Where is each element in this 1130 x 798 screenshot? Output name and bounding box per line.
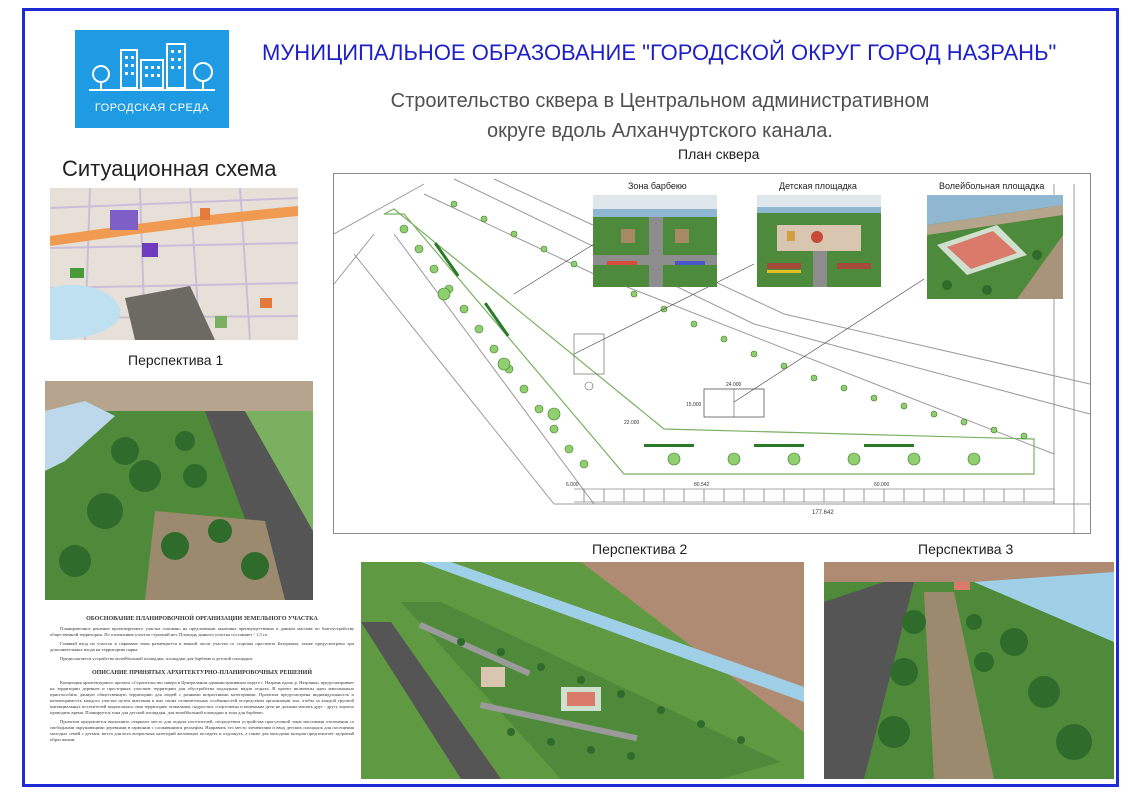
doc-heading-2: ОПИСАНИЕ ПРИНЯТЫХ АРХИТЕКТУРНО-ПЛАНИРОВОЧНЫХ РЕШЕНИЙ [91,670,313,676]
explanatory-note [50,616,354,746]
doc-paragraph: Главный вход на участок и парковые зоны размещается в южной части участка со стороны проспекта Базоркина, также предусмотрено три дополнительных входа на территорию парка. [50,641,354,652]
plan-dim-path: 22.000 [624,420,640,426]
perspective-1-caption: Перспектива 1 [128,352,224,368]
plan-dim-court-height: 15.000 [686,402,702,408]
bbq-zone-image [593,195,717,287]
logo-text: ГОРОДСКАЯ СРЕДА [94,102,210,114]
plan-dim-segment-b: 60.000 [874,482,890,488]
plan-caption: План сквера [678,146,760,162]
plan-dim-total: 177.642 [812,510,834,516]
plan-dim-offset: 6.000 [566,482,579,488]
doc-heading-1: ОБОСНОВАНИЕ ПЛАНИРОВОЧНОЙ ОРГАНИЗАЦИИ ЗЕМЕЛЬНОГО УЧАСТКА [86,616,318,622]
subtitle-line-1: Строительство сквера в Центральном административном [390,90,930,112]
doc-paragraph: Планировочное решение проектируемого участка основано на предложении заказчика преимущественно в данном массиве по благоустройству общественной территории. По отношению участок строений нет. Площадь данного участка составляет - 1,5 га. [50,626,354,637]
doc-paragraph: Проектом предлагается выполнить открытое место для отдыха посетителей, посредством устройства прогулочной зоны массивами озеленения со свободными окружающими деревьями в гармонии с сложившимся рельефом. Направить это место элементами и ввод детских площадок для посещения молодых семей с детьми, места для всех возрастных категорий желающих посидеть и отдохнуть, а также для молодежи которая предпочитает здоровый образ жизни. [50,719,354,742]
plan-dim-court-width: 24.000 [726,382,742,388]
square-plan-drawing [333,173,1091,534]
perspective-1-image [45,381,313,600]
subtitle-line-2: округе вдоль Алханчуртского канала. [487,120,833,142]
page-subtitle [330,86,990,146]
perspective-2-image [361,562,804,779]
doc-paragraph: Предполагается устройство волейбольной площадки, площадки для барбекю и детской площадки. [60,656,254,661]
plan-dim-segment-a: 80.542 [694,482,710,488]
perspective-3-image [824,562,1114,779]
volleyball-court-image [927,195,1063,299]
bbq-zone-caption: Зона барбекю [628,181,687,191]
situational-map [50,188,298,340]
page-title: МУНИЦИПАЛЬНОЕ ОБРАЗОВАНИЕ "ГОРОДСКОЙ ОКРУГ ГОРОД НАЗРАНЬ" [262,40,1057,65]
perspective-3-caption: Перспектива 3 [918,541,1014,557]
playground-image [757,195,881,287]
gorodskaya-sreda-logo [75,30,229,128]
perspective-2-caption: Перспектива 2 [592,541,688,557]
doc-paragraph: Концепция архитектурного проекта «Строительство сквера в Центральном административном округе г. Назрань вдоль р. Назранка» предусматривает на территории деревьев и просторных участков территории для обустройства подходных видов отдыха. В проект включены идеи максимально приспособить данную общественную территорию для людей с разными возрастными категориями. Проектом предусмотрена индивидуальность и неповторимость каждого участка путем внесения в них своих отличительных особенностей посредством организации зон, чтобы за каждой группой интенциальных посетителей закреплялась своя территория: пожилыми, подростки, спортсмены и маленькие дети не должны мешать друг - другу хорошо проводить время. Планируется зона для детской площадки, для волейбольной площадки и зона для барбекю. [50,680,354,715]
volleyball-court-caption: Волейбольная площадка [939,181,1045,191]
situational-scheme-title: Ситуационная схема [62,156,277,181]
playground-caption: Детская площадка [779,181,857,191]
